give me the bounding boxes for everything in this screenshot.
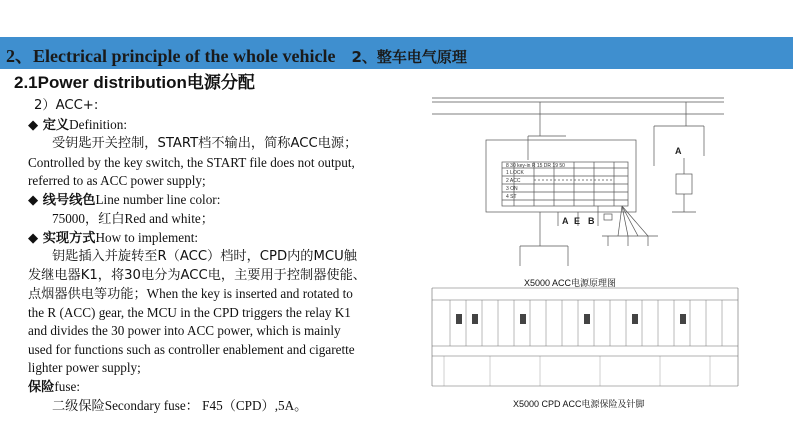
label-a-right: A (675, 146, 682, 156)
wire-line (28, 191, 426, 211)
definition-en-1: Controlled by the key switch, the START file does not output, (28, 154, 355, 170)
definition-en: Definition: (69, 116, 127, 132)
fuse-en: fuse: (54, 378, 81, 394)
switch-row-st: 4 ST (506, 194, 517, 200)
slide-title-en: 2、Electrical principle of the whole vehicle (6, 46, 336, 66)
acc-schematic-diagram (428, 86, 728, 276)
item-heading: 2）ACC+: (34, 98, 99, 113)
impl-en-3: used for functions such as controller enablement and cigarette (28, 341, 355, 357)
wire-en: Line number line color: (95, 191, 221, 207)
caption-schematic: X5000 ACC电源原理图 (524, 278, 617, 288)
cpd-fuse-diagram (430, 286, 740, 390)
body-text (28, 97, 426, 416)
caption-fuse: X5000 CPD ACC电源保险及针脚 (513, 399, 645, 409)
switch-row-lock: 1 LOCK (506, 170, 524, 176)
wire-label: ◆ 线号线色 (28, 192, 96, 208)
label-b: B (588, 216, 595, 226)
definition-label: ◆ 定义 (28, 117, 70, 133)
switch-row-acc: 2 ACC (506, 178, 521, 184)
label-e: E (574, 216, 581, 226)
impl-cn-1: 钥匙插入并旋转至R（ACC）档时，CPD内的MCU触 (52, 249, 357, 264)
impl-en-1: the R (ACC) gear, the MCU in the CPD triggers the relay K1 (28, 304, 351, 320)
section-title: 2.1Power distribution电源分配 (14, 73, 255, 92)
impl-en-4: lighter power supply; (28, 360, 141, 375)
impl-en: How to implement: (95, 229, 199, 245)
definition-en-2: referred to as ACC power supply; (28, 173, 206, 188)
fuse-value: 二级保险Secondary fuse： F45（CPD）,5A。 (52, 398, 308, 413)
slide-title (6, 42, 467, 68)
label-a: A (562, 216, 569, 226)
impl-cn-2: 发继电器K1，将30电分为ACC电，主要用于控制器使能、 (28, 267, 366, 283)
definition-line (28, 116, 426, 136)
definition-cn: 受钥匙开关控制，START档不输出，简称ACC电源； (52, 136, 358, 151)
slide-title-cn: 2、整车电气原理 (351, 48, 467, 66)
impl-cn-3: 点烟器供电等功能；When the key is inserted and rotated to (28, 286, 353, 301)
wire-value: 75000，红白Red and white； (52, 211, 214, 226)
fuse-label: 保险 (28, 379, 55, 395)
switch-row-on: 3 ON (506, 186, 518, 192)
impl-line (28, 229, 426, 249)
switch-header: 8 30 key-in R 15 DR 19 50 (506, 163, 565, 169)
impl-label: ◆ 实现方式 (28, 230, 96, 246)
impl-en-2: and divides the 30 power into ACC power, which is mainly (28, 323, 341, 338)
fuse-line (28, 378, 426, 398)
